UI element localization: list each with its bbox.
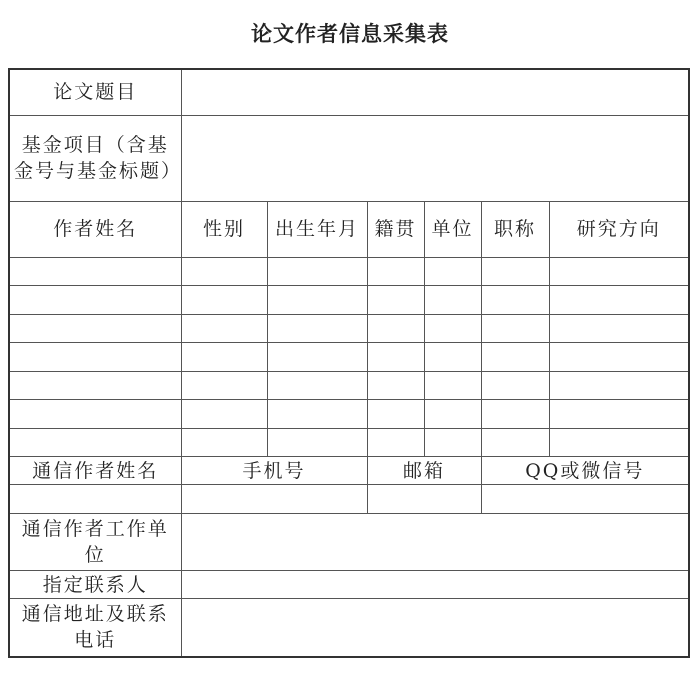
corresponding-unit-label: 通信作者工作单位 [9,514,181,571]
author-header-row [9,201,689,257]
title-cell[interactable] [481,400,549,429]
gender-cell[interactable] [181,257,267,286]
author-row [9,286,689,315]
author-name-cell[interactable] [9,400,181,429]
author-name-cell[interactable] [9,286,181,315]
gender-cell[interactable] [181,371,267,400]
native-place-cell[interactable] [367,257,424,286]
header-corresponding-name: 通信作者姓名 [9,457,181,485]
paper-title-field[interactable] [181,69,689,115]
header-title: 职称 [481,201,549,257]
gender-cell[interactable] [181,286,267,315]
address-field[interactable] [181,599,689,657]
fund-row [9,115,689,201]
research-cell[interactable] [549,257,689,286]
research-cell[interactable] [549,428,689,457]
header-email: 邮箱 [367,457,481,485]
header-birth: 出生年月 [267,201,367,257]
author-info-table [8,68,690,658]
qq-wechat-cell[interactable] [481,485,689,514]
birth-cell[interactable] [267,343,367,372]
research-cell[interactable] [549,343,689,372]
corresponding-name-cell[interactable] [9,485,181,514]
paper-title-label: 论文题目 [9,69,181,115]
unit-cell[interactable] [424,286,481,315]
corresponding-unit-field[interactable] [181,514,689,571]
header-unit: 单位 [424,201,481,257]
header-phone: 手机号 [181,457,367,485]
author-name-cell[interactable] [9,428,181,457]
birth-cell[interactable] [267,400,367,429]
header-gender: 性别 [181,201,267,257]
author-row [9,257,689,286]
unit-cell[interactable] [424,257,481,286]
paper-title-row [9,69,689,115]
native-place-cell[interactable] [367,371,424,400]
header-native-place: 籍贯 [367,201,424,257]
title-cell[interactable] [481,257,549,286]
author-row [9,371,689,400]
contact-person-field[interactable] [181,571,689,599]
gender-cell[interactable] [181,428,267,457]
corresponding-header-row [9,457,689,485]
gender-cell[interactable] [181,314,267,343]
unit-cell[interactable] [424,400,481,429]
form-title: 论文作者信息采集表 [251,21,449,46]
birth-cell[interactable] [267,286,367,315]
corresponding-row [9,485,689,514]
native-place-cell[interactable] [367,286,424,315]
header-author-name: 作者姓名 [9,201,181,257]
author-row [9,343,689,372]
author-name-cell[interactable] [9,371,181,400]
contact-person-label: 指定联系人 [9,571,181,599]
native-place-cell[interactable] [367,343,424,372]
unit-cell[interactable] [424,343,481,372]
phone-cell[interactable] [181,485,367,514]
unit-cell[interactable] [424,371,481,400]
title-cell[interactable] [481,343,549,372]
birth-cell[interactable] [267,371,367,400]
contact-person-row [9,571,689,599]
gender-cell[interactable] [181,400,267,429]
title-cell[interactable] [481,286,549,315]
address-row [9,599,689,657]
header-research: 研究方向 [549,201,689,257]
author-row [9,400,689,429]
gender-cell[interactable] [181,343,267,372]
native-place-cell[interactable] [367,400,424,429]
research-cell[interactable] [549,286,689,315]
research-cell[interactable] [549,400,689,429]
header-qq-wechat: QQ或微信号 [481,457,689,485]
author-row [9,314,689,343]
birth-cell[interactable] [267,428,367,457]
research-cell[interactable] [549,371,689,400]
corresponding-unit-row [9,514,689,571]
title-cell[interactable] [481,428,549,457]
fund-field[interactable] [181,115,689,201]
title-cell[interactable] [481,314,549,343]
research-cell[interactable] [549,314,689,343]
title-cell[interactable] [481,371,549,400]
author-name-cell[interactable] [9,343,181,372]
unit-cell[interactable] [424,314,481,343]
author-row [9,428,689,457]
author-name-cell[interactable] [9,257,181,286]
author-name-cell[interactable] [9,314,181,343]
unit-cell[interactable] [424,428,481,457]
native-place-cell[interactable] [367,314,424,343]
email-cell[interactable] [367,485,481,514]
address-label: 通信地址及联系电话 [9,599,181,657]
native-place-cell[interactable] [367,428,424,457]
fund-label: 基金项目（含基金号与基金标题） [9,115,181,201]
birth-cell[interactable] [267,257,367,286]
birth-cell[interactable] [267,314,367,343]
